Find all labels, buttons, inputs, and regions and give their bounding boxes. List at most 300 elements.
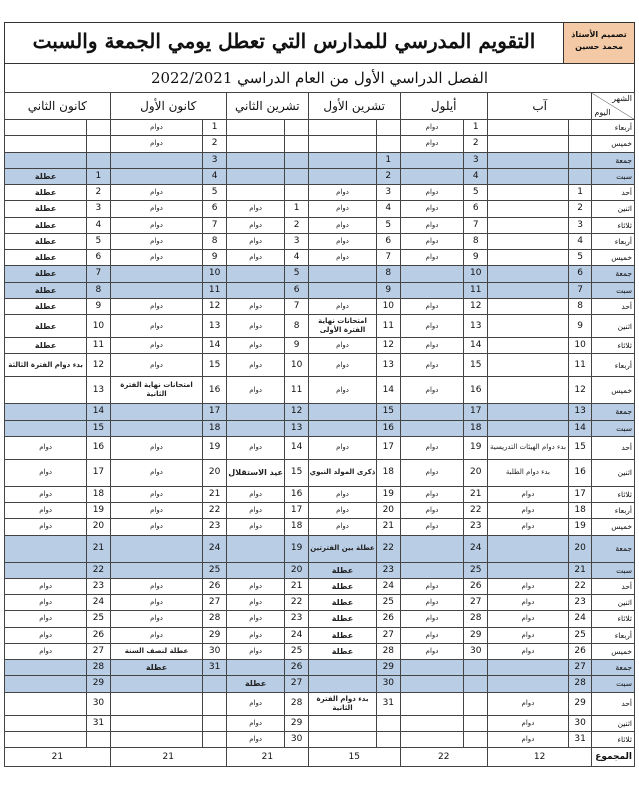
date-number-cell: 27 — [377, 627, 400, 643]
date-number-cell: 28 — [87, 660, 110, 676]
table-row — [5, 692, 635, 715]
date-number-cell: 5 — [87, 233, 110, 249]
date-number-cell: 1 — [377, 152, 400, 168]
day-status-cell — [308, 660, 376, 676]
date-number-cell: 10 — [203, 266, 226, 282]
day-status-cell: دوام — [400, 459, 464, 486]
date-number-cell: 12 — [464, 298, 487, 314]
date-number-cell: 24 — [464, 535, 487, 562]
day-name-cell: سبت — [592, 282, 635, 298]
day-status-cell — [487, 201, 568, 217]
day-status-cell — [5, 660, 87, 676]
date-number-cell — [203, 715, 226, 731]
date-number-cell: 8 — [568, 298, 591, 314]
calendar-table — [4, 92, 635, 767]
day-name-cell: أربعاء — [592, 120, 635, 136]
day-status-cell: عطلة — [5, 168, 87, 184]
table-row — [5, 595, 635, 611]
date-number-cell: 30 — [568, 715, 591, 731]
date-number-cell: 11 — [203, 282, 226, 298]
day-status-cell: دوام — [487, 715, 568, 731]
date-number-cell: 10 — [568, 338, 591, 354]
day-status-cell: عيد الاستقلال — [226, 459, 285, 486]
day-status-cell: دوام — [400, 578, 464, 594]
day-status-cell: دوام — [110, 136, 203, 152]
day-status-cell — [308, 420, 376, 436]
date-number-cell: 24 — [203, 535, 226, 562]
date-number-cell — [285, 168, 308, 184]
day-status-cell — [110, 404, 203, 420]
day-status-cell — [110, 168, 203, 184]
day-status-cell — [487, 535, 568, 562]
date-number-cell — [464, 715, 487, 731]
day-status-cell: دوام — [308, 436, 376, 459]
corner-month-label: الشهر — [612, 94, 632, 103]
day-status-cell — [487, 120, 568, 136]
day-status-cell: دوام — [487, 595, 568, 611]
date-number-cell: 18 — [568, 503, 591, 519]
date-number-cell: 27 — [568, 660, 591, 676]
date-number-cell: 19 — [377, 486, 400, 502]
day-status-cell — [110, 535, 203, 562]
date-number-cell: 26 — [285, 660, 308, 676]
day-status-cell: دوام — [400, 354, 464, 377]
table-row — [5, 715, 635, 731]
date-number-cell: 18 — [377, 459, 400, 486]
day-status-cell — [110, 692, 203, 715]
corner-day-label: اليوم — [594, 108, 611, 117]
date-number-cell: 5 — [285, 266, 308, 282]
day-status-cell: دوام — [487, 627, 568, 643]
header-row — [5, 93, 635, 120]
day-name-cell: أربعاء — [592, 233, 635, 249]
date-number-cell: 3 — [377, 185, 400, 201]
date-number-cell: 29 — [203, 627, 226, 643]
date-number-cell: 28 — [377, 643, 400, 659]
day-name-cell: أحد — [592, 436, 635, 459]
day-status-cell: دوام — [308, 503, 376, 519]
date-number-cell: 8 — [87, 282, 110, 298]
date-number-cell: 5 — [568, 250, 591, 266]
day-name-cell: اثنين — [592, 595, 635, 611]
day-status-cell: دوام — [226, 643, 285, 659]
day-status-cell: دوام — [226, 611, 285, 627]
day-status-cell: عطلة — [5, 185, 87, 201]
day-status-cell: دوام — [226, 519, 285, 535]
calendar-page — [4, 22, 635, 767]
date-number-cell: 22 — [285, 595, 308, 611]
date-number-cell: 18 — [87, 486, 110, 502]
table-row — [5, 120, 635, 136]
date-number-cell: 21 — [87, 535, 110, 562]
day-status-cell: دوام — [226, 715, 285, 731]
day-status-cell: امتحانات نهاية الفترة الثانية — [110, 377, 203, 404]
date-number-cell: 30 — [285, 731, 308, 747]
table-row — [5, 338, 635, 354]
day-status-cell: دوام — [400, 436, 464, 459]
day-status-cell — [110, 266, 203, 282]
date-number-cell: 27 — [87, 643, 110, 659]
date-number-cell: 20 — [203, 459, 226, 486]
day-status-cell: دوام — [308, 201, 376, 217]
day-status-cell: دوام — [487, 486, 568, 502]
date-number-cell: 30 — [464, 643, 487, 659]
date-number-cell: 10 — [464, 266, 487, 282]
day-status-cell: دوام — [226, 377, 285, 404]
day-status-cell — [5, 404, 87, 420]
day-status-cell — [487, 282, 568, 298]
date-number-cell: 1 — [464, 120, 487, 136]
date-number-cell: 9 — [87, 298, 110, 314]
month-total-cell: 12 — [487, 748, 591, 767]
date-number-cell: 7 — [203, 217, 226, 233]
day-status-cell — [226, 404, 285, 420]
day-status-cell: دوام — [5, 611, 87, 627]
day-status-cell — [5, 535, 87, 562]
day-status-cell: دوام — [5, 486, 87, 502]
date-number-cell — [464, 731, 487, 747]
day-status-cell: دوام — [308, 233, 376, 249]
day-status-cell — [5, 562, 87, 578]
table-row — [5, 562, 635, 578]
date-number-cell: 13 — [203, 315, 226, 338]
day-status-cell: دوام — [110, 185, 203, 201]
day-status-cell — [226, 535, 285, 562]
table-row — [5, 185, 635, 201]
date-number-cell: 2 — [87, 185, 110, 201]
day-status-cell: دوام — [5, 503, 87, 519]
day-status-cell — [226, 168, 285, 184]
date-number-cell: 20 — [377, 503, 400, 519]
date-number-cell: 23 — [377, 562, 400, 578]
date-number-cell: 15 — [568, 436, 591, 459]
table-row — [5, 519, 635, 535]
day-status-cell: دوام — [110, 519, 203, 535]
table-row — [5, 578, 635, 594]
day-status-cell — [308, 282, 376, 298]
table-row — [5, 354, 635, 377]
date-number-cell: 5 — [377, 217, 400, 233]
day-name-cell: سبت — [592, 168, 635, 184]
day-status-cell: دوام — [400, 217, 464, 233]
date-number-cell: 29 — [285, 715, 308, 731]
table-row — [5, 486, 635, 502]
date-number-cell: 25 — [377, 595, 400, 611]
date-number-cell: 4 — [464, 168, 487, 184]
date-number-cell: 12 — [87, 354, 110, 377]
day-status-cell: دوام — [487, 731, 568, 747]
date-number-cell: 27 — [285, 676, 308, 692]
table-row — [5, 420, 635, 436]
date-number-cell: 28 — [285, 692, 308, 715]
day-status-cell: دوام — [110, 611, 203, 627]
date-number-cell: 17 — [87, 459, 110, 486]
date-number-cell: 9 — [377, 282, 400, 298]
day-status-cell — [308, 266, 376, 282]
day-status-cell — [226, 420, 285, 436]
date-number-cell: 28 — [203, 611, 226, 627]
day-status-cell: عطلة — [5, 217, 87, 233]
day-status-cell — [226, 136, 285, 152]
day-status-cell — [487, 217, 568, 233]
date-number-cell: 29 — [464, 627, 487, 643]
date-number-cell: 1 — [568, 185, 591, 201]
day-status-cell: دوام — [5, 578, 87, 594]
table-row — [5, 676, 635, 692]
date-number-cell — [87, 731, 110, 747]
date-number-cell: 1 — [285, 201, 308, 217]
day-status-cell — [400, 715, 464, 731]
day-status-cell: دوام — [110, 120, 203, 136]
day-status-cell — [110, 731, 203, 747]
table-row — [5, 404, 635, 420]
date-number-cell: 13 — [464, 315, 487, 338]
date-number-cell: 30 — [203, 643, 226, 659]
day-status-cell: دوام — [226, 315, 285, 338]
day-status-cell: دوام — [5, 627, 87, 643]
date-number-cell: 2 — [568, 201, 591, 217]
day-status-cell — [487, 315, 568, 338]
date-number-cell: 29 — [377, 660, 400, 676]
date-number-cell: 3 — [568, 217, 591, 233]
date-number-cell — [285, 152, 308, 168]
date-number-cell: 16 — [203, 377, 226, 404]
month-header-aug: آب — [487, 93, 591, 120]
designer-name: محمد حسين — [575, 42, 623, 51]
page-title: التقويم المدرسي للمدارس التي تعطل يومي الجمعة والسبت — [32, 29, 536, 53]
date-number-cell — [568, 136, 591, 152]
date-number-cell: 19 — [464, 436, 487, 459]
date-number-cell: 4 — [285, 250, 308, 266]
date-number-cell: 4 — [87, 217, 110, 233]
date-number-cell: 24 — [285, 627, 308, 643]
day-name-cell: خميس — [592, 643, 635, 659]
date-number-cell — [377, 136, 400, 152]
day-status-cell: دوام — [400, 201, 464, 217]
day-status-cell: عطلة — [5, 250, 87, 266]
date-number-cell: 26 — [568, 643, 591, 659]
date-number-cell: 21 — [464, 486, 487, 502]
date-number-cell: 26 — [464, 578, 487, 594]
date-number-cell: 6 — [285, 282, 308, 298]
day-status-cell: دوام — [110, 436, 203, 459]
day-status-cell: دوام — [226, 578, 285, 594]
header — [4, 22, 635, 63]
day-name-cell: خميس — [592, 519, 635, 535]
day-status-cell: دوام — [487, 692, 568, 715]
date-number-cell: 21 — [285, 578, 308, 594]
date-number-cell: 2 — [464, 136, 487, 152]
table-row — [5, 152, 635, 168]
table-row — [5, 535, 635, 562]
date-number-cell: 23 — [568, 595, 591, 611]
date-number-cell: 9 — [203, 250, 226, 266]
date-number-cell: 6 — [87, 250, 110, 266]
date-number-cell: 16 — [377, 420, 400, 436]
date-number-cell: 23 — [285, 611, 308, 627]
month-header-sep: أيلول — [400, 93, 487, 120]
date-number-cell: 11 — [285, 377, 308, 404]
day-status-cell — [400, 168, 464, 184]
day-status-cell: دوام — [226, 250, 285, 266]
day-status-cell: عطلة — [308, 643, 376, 659]
day-status-cell: دوام — [226, 731, 285, 747]
day-status-cell — [226, 266, 285, 282]
day-status-cell: عطلة — [226, 676, 285, 692]
day-status-cell: دوام — [400, 233, 464, 249]
day-status-cell: دوام — [308, 519, 376, 535]
date-number-cell: 15 — [203, 354, 226, 377]
date-number-cell — [464, 676, 487, 692]
day-status-cell — [487, 562, 568, 578]
day-name-cell: سبت — [592, 420, 635, 436]
day-status-cell — [5, 420, 87, 436]
day-name-cell: أحد — [592, 578, 635, 594]
day-name-cell: أحد — [592, 692, 635, 715]
date-number-cell: 12 — [203, 298, 226, 314]
date-number-cell: 7 — [464, 217, 487, 233]
day-status-cell: عطلة — [308, 578, 376, 594]
date-number-cell — [203, 692, 226, 715]
day-status-cell: دوام — [226, 201, 285, 217]
day-status-cell — [5, 120, 87, 136]
date-number-cell: 3 — [285, 233, 308, 249]
date-number-cell — [464, 660, 487, 676]
date-number-cell — [285, 120, 308, 136]
day-status-cell — [487, 136, 568, 152]
day-status-cell — [110, 715, 203, 731]
day-status-cell — [487, 377, 568, 404]
date-number-cell: 21 — [377, 519, 400, 535]
day-status-cell: دوام — [5, 595, 87, 611]
date-number-cell: 3 — [464, 152, 487, 168]
day-status-cell: بدء دوام الفترة الثالثة — [5, 354, 87, 377]
date-number-cell: 26 — [377, 611, 400, 627]
table-row — [5, 643, 635, 659]
date-number-cell: 22 — [568, 578, 591, 594]
day-status-cell — [226, 562, 285, 578]
date-number-cell: 22 — [464, 503, 487, 519]
day-status-cell — [308, 152, 376, 168]
date-number-cell: 14 — [87, 404, 110, 420]
day-status-cell: دوام — [487, 643, 568, 659]
day-status-cell: دوام — [400, 298, 464, 314]
day-status-cell: دوام — [400, 315, 464, 338]
day-status-cell: عطلة — [308, 611, 376, 627]
date-number-cell: 19 — [568, 519, 591, 535]
date-number-cell: 25 — [464, 562, 487, 578]
day-status-cell — [308, 676, 376, 692]
date-number-cell: 13 — [568, 404, 591, 420]
day-name-cell: اثنين — [592, 201, 635, 217]
date-number-cell: 14 — [285, 436, 308, 459]
date-number-cell — [464, 692, 487, 715]
day-status-cell — [400, 152, 464, 168]
day-status-cell — [487, 338, 568, 354]
day-status-cell: دوام — [110, 338, 203, 354]
day-status-cell: دوام — [110, 250, 203, 266]
date-number-cell: 16 — [568, 459, 591, 486]
page-subtitle: الفصل الدراسي الأول من العام الدراسي 2022/2021 — [4, 63, 635, 92]
day-status-cell — [487, 185, 568, 201]
day-status-cell — [226, 282, 285, 298]
date-number-cell: 22 — [203, 503, 226, 519]
date-number-cell: 16 — [285, 486, 308, 502]
day-name-cell: اثنين — [592, 715, 635, 731]
date-number-cell: 11 — [568, 354, 591, 377]
totals-row — [5, 748, 635, 767]
table-row — [5, 217, 635, 233]
day-status-cell: دوام — [110, 486, 203, 502]
date-number-cell: 17 — [285, 503, 308, 519]
date-number-cell: 17 — [568, 486, 591, 502]
date-number-cell — [203, 731, 226, 747]
month-header-dec: كانون الأول — [110, 93, 226, 120]
day-name-cell: جمعة — [592, 535, 635, 562]
date-number-cell: 10 — [285, 354, 308, 377]
day-status-cell: عطلة — [308, 595, 376, 611]
designer-box — [563, 23, 634, 63]
date-number-cell: 29 — [87, 676, 110, 692]
date-number-cell — [87, 120, 110, 136]
table-row — [5, 731, 635, 747]
day-status-cell — [487, 676, 568, 692]
date-number-cell: 23 — [464, 519, 487, 535]
date-number-cell: 24 — [377, 578, 400, 594]
day-status-cell — [487, 404, 568, 420]
date-number-cell: 31 — [87, 715, 110, 731]
day-status-cell: دوام — [5, 643, 87, 659]
day-name-cell: ثلاثاء — [592, 338, 635, 354]
day-status-cell: دوام — [110, 459, 203, 486]
date-number-cell: 18 — [285, 519, 308, 535]
day-status-cell: عطلة — [5, 201, 87, 217]
day-status-cell — [400, 660, 464, 676]
day-name-cell: اثنين — [592, 315, 635, 338]
date-number-cell: 6 — [377, 233, 400, 249]
month-header-nov: تشرين الثاني — [226, 93, 308, 120]
day-status-cell — [308, 136, 376, 152]
day-status-cell — [487, 298, 568, 314]
calendar-body — [5, 120, 635, 748]
day-status-cell — [110, 420, 203, 436]
table-row — [5, 377, 635, 404]
day-status-cell: بدء دوام الطلبة — [487, 459, 568, 486]
day-status-cell: دوام — [110, 578, 203, 594]
date-number-cell: 15 — [377, 404, 400, 420]
date-number-cell: 5 — [464, 185, 487, 201]
date-number-cell: 6 — [464, 201, 487, 217]
date-number-cell — [377, 731, 400, 747]
date-number-cell: 16 — [464, 377, 487, 404]
day-status-cell: دوام — [226, 217, 285, 233]
date-number-cell: 9 — [464, 250, 487, 266]
day-status-cell: عطلة — [5, 282, 87, 298]
day-status-cell: دوام — [110, 354, 203, 377]
date-number-cell: 15 — [285, 459, 308, 486]
day-status-cell: دوام — [308, 377, 376, 404]
day-status-cell: دوام — [308, 486, 376, 502]
day-status-cell — [5, 676, 87, 692]
day-status-cell — [487, 266, 568, 282]
date-number-cell: 11 — [464, 282, 487, 298]
day-status-cell: دوام — [400, 486, 464, 502]
date-number-cell: 8 — [203, 233, 226, 249]
day-status-cell: دوام — [400, 643, 464, 659]
date-number-cell: 26 — [203, 578, 226, 594]
date-number-cell: 13 — [285, 420, 308, 436]
date-number-cell — [285, 136, 308, 152]
